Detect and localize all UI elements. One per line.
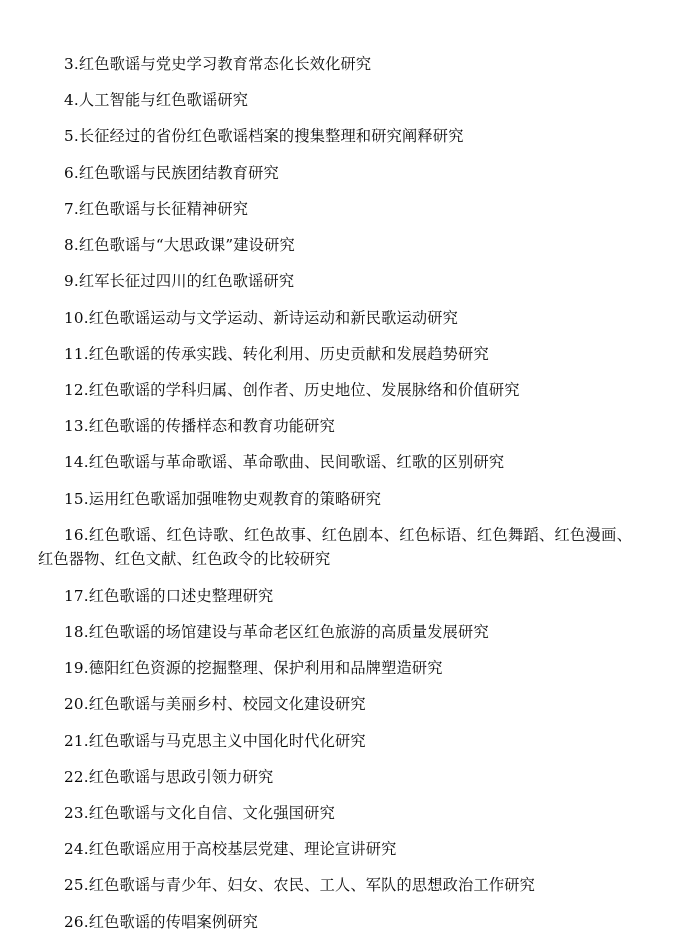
list-item: 15.运用红色歌谣加强唯物史观教育的策略研究 <box>64 489 382 508</box>
list-item: 11.红色歌谣的传承实践、转化利用、历史贡献和发展趋势研究 <box>64 344 489 363</box>
list-item: 14.红色歌谣与革命歌谣、革命歌曲、民间歌谣、红歌的区别研究 <box>64 453 505 472</box>
list-item: 9.红军长征过四川的红色歌谣研究 <box>64 272 295 291</box>
list-item: 7.红色歌谣与长征精神研究 <box>64 199 249 218</box>
list-item: 8.红色歌谣与“大思政课”建设研究 <box>64 236 295 255</box>
list-item: 19.德阳红色资源的挖掘整理、保护利用和品牌塑造研究 <box>64 659 443 678</box>
list-item: 18.红色歌谣的场馆建设与革命老区红色旅游的高质量发展研究 <box>64 622 489 641</box>
list-item: 22.红色歌谣与思政引领力研究 <box>64 767 274 786</box>
list-item: 21.红色歌谣与马克思主义中国化时代化研究 <box>64 731 366 750</box>
list-item: 25.红色歌谣与青少年、妇女、农民、工人、军队的思想政治工作研究 <box>64 876 535 895</box>
list-item: 10.红色歌谣运动与文学运动、新诗运动和新民歌运动研究 <box>64 308 459 327</box>
list-item: 12.红色歌谣的学科归属、创作者、历史地位、发展脉络和价值研究 <box>64 380 520 399</box>
topic-list <box>38 52 632 934</box>
list-item: 20.红色歌谣与美丽乡村、校园文化建设研究 <box>64 695 366 714</box>
list-item: 26.红色歌谣的传唱案例研究 <box>64 912 259 931</box>
list-item: 13.红色歌谣的传播样态和教育功能研究 <box>64 417 335 436</box>
list-item: 6.红色歌谣与民族团结教育研究 <box>64 163 279 182</box>
list-item: 4.人工智能与红色歌谣研究 <box>64 91 249 110</box>
list-item: 23.红色歌谣与文化自信、文化强国研究 <box>64 804 335 822</box>
list-item: 17.红色歌谣的口述史整理研究 <box>64 586 274 605</box>
list-item: 3.红色歌谣与党史学习教育常态化长效化研究 <box>64 55 372 73</box>
list-item: 16.红色歌谣、红色诗歌、红色故事、红色剧本、红色标语、红色舞蹈、红色漫画、红色器物、红色文献、红色政令的比较研究 <box>38 525 632 569</box>
list-item: 24.红色歌谣应用于高校基层党建、理论宣讲研究 <box>64 840 397 859</box>
list-item: 5.长征经过的省份红色歌谣档案的搜集整理和研究阐释研究 <box>64 127 464 146</box>
